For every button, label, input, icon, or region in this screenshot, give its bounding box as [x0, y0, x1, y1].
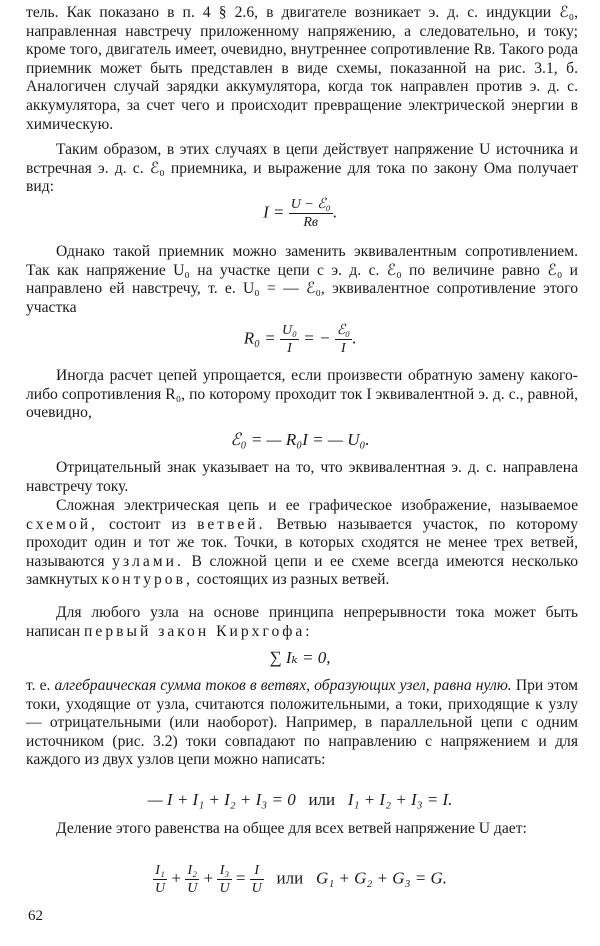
- paragraph-motor-emf: тель. Как показано в п. 4 § 2.6, в двигателе возникает э. д. с. индукции ℰ₀, направленная навстречу приложенному напряжению, а следовательно, и току; кроме того, двигатель имеет, очевидно, внутреннее сопротивление Rв. Такого рода приемник может быть представлен в виде схемы, показанной на рис. 3.1, б. Аналогичен случай зарядки аккумулятора, когда ток направлен против э. д. с. аккумулятора, за счет чего и происходит превращение электрической энергии в химическую.: [26, 4, 578, 133]
- formula-parallel-node: — I + I₁ + I₂ + I₃ = 0 или I₁ + I₂ + I₃ = I.: [147, 790, 453, 809]
- term-first-kirchhoff-law: первый закон Кирхгофа:: [84, 622, 313, 640]
- term-contours: контуров,: [101, 571, 193, 589]
- kirchhoff-law-statement: алгебраическая сумма токов в ветвях, образующих узел, равна нулю.: [54, 677, 512, 694]
- formula-ohm-law: I = $\frac{\text{U − ℰ₀}}{Rв}$ .: [263, 197, 337, 230]
- term-branches: ветвей.: [197, 515, 266, 533]
- page-number: 62: [28, 908, 43, 924]
- paragraph-ohm-law-intro: Таким образом, в этих случаях в цепи действует напряжение U источника и встречная э. д. с. ℰ₀ приемника, и выражение для тока по закону Ома получает вид:: [26, 141, 578, 196]
- paragraph-negative-sign: Отрицательный знак указывает на то, что эквивалентная э. д. с. направлена навстречу току.: [26, 459, 578, 495]
- paragraph-division: Деление этого равенства на общее для всех ветвей напряжение U дает:: [56, 820, 527, 837]
- paragraph-kirchhoff-intro: Для любого узла на основе принципа непрерывности тока может быть написан первый закон Кирхгофа:: [26, 604, 578, 640]
- paragraph-complex-circuit: Сложная электрическая цепь и ее графическое изображение, называемое схемой, состоит из ветвей. Ветвью называется участок, по которому проходит один и тот же ток. Точки, в которых сходятся не менее трех ветвей, называются узлами. В сложной цепи и ее схеме всегда имеются несколько замкнутых контуров, состоящих из разных ветвей.: [26, 497, 578, 589]
- paragraph-kirchhoff-explained: т. е. алгебраическая сумма токов в ветвях, образующих узел, равна нулю. При этом токи, уходящие от узла, считаются положительными, а токи, приходящие к узлу — отрицательными (или наоборот). Например, в параллельной цепи с одним источником (рис. 3.2) токи совпадают по направлению с напряжением и для каждого из двух узлов цепи можно написать:: [26, 677, 578, 769]
- term-schema: схемой,: [26, 515, 98, 533]
- formula-ohm-law-fraction: $\frac{\text{U − ℰ₀}}{Rв}$: [290, 197, 331, 230]
- paragraph-inverse-replacement: Иногда расчет цепей упрощается, если произвести обратную замену какого-либо сопротивления R₀, по которому проходит ток I эквивалентной э. д. с., равной, очевидно,: [26, 367, 578, 422]
- formula-kirchhoff-sum: ∑ Iₖ = 0,: [269, 648, 331, 667]
- term-nodes: узлами.: [112, 552, 184, 570]
- paragraph-equivalent-resistance: Однако такой приемник можно заменить эквивалентным сопротивлением. Так как напряжение U₀ на участке цепи с э. д. с. ℰ₀ по величине равно ℰ₀ и направлено ей навстречу, т. е. U₀ = — ℰ₀, эквивалентное сопротивление этого участка: [26, 243, 578, 316]
- formula-equivalent-emf: ℰ₀ = — R₀I = — U₀.: [230, 430, 370, 449]
- formula-conductance: $\frac{\text{I₁}}{U}$ + $\frac{\text{I₂}}{U}$ + $\frac{\text{I₃}}{U}$ = $\frac{I}{U}$ или G₁ + G₂ + G₃ = G.: [155, 863, 447, 896]
- formula-equivalent-resistance: R₀ = $\frac{\text{U₀}}{I}$ = − $\frac{\text{ℰ₀}}{I}$ .: [243, 323, 357, 356]
